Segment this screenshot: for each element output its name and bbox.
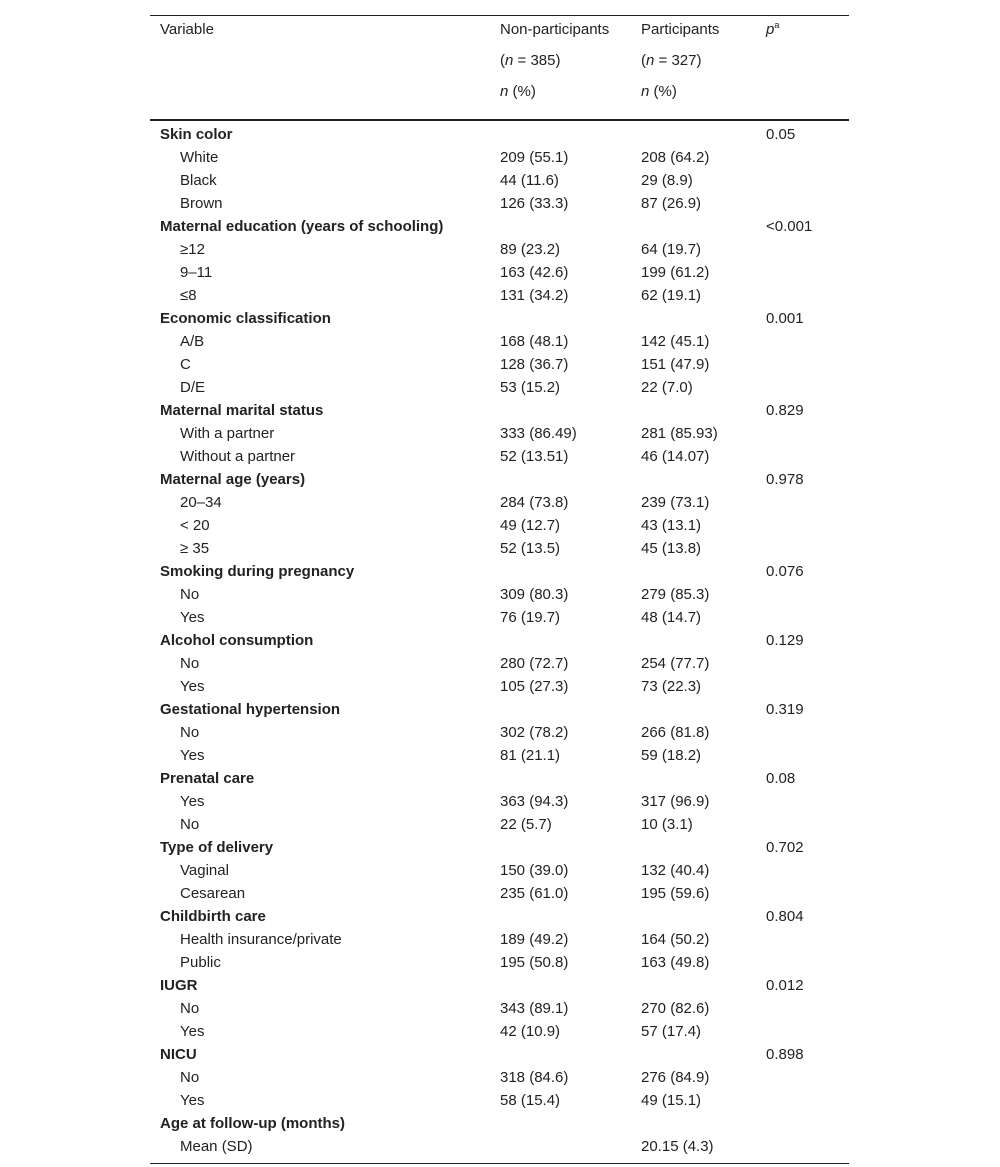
row-label: Type of delivery xyxy=(160,839,274,856)
row-label: Yes xyxy=(180,793,205,810)
row-label: Skin color xyxy=(160,126,233,143)
participants-cell: 20.15 (4.3) xyxy=(641,1138,714,1155)
row-label: Yes xyxy=(180,1092,205,1109)
nonparticipants-cell: 150 (39.0) xyxy=(500,862,569,879)
category-row xyxy=(150,836,849,859)
participants-cell: 281 (85.93) xyxy=(641,425,718,442)
nonparticipants-cell: 163 (42.6) xyxy=(500,264,569,281)
category-row xyxy=(150,123,849,146)
table-row xyxy=(150,744,849,767)
nonparticipants-cell: 89 (23.2) xyxy=(500,241,561,258)
table-row xyxy=(150,1020,849,1043)
p-value-cell: 0.702 xyxy=(766,839,804,856)
category-row xyxy=(150,629,849,652)
participants-cell: 164 (50.2) xyxy=(641,931,710,948)
participants-cell: 266 (81.8) xyxy=(641,724,710,741)
p-value-cell: 0.129 xyxy=(766,632,804,649)
table-row xyxy=(150,882,849,905)
nonparticipants-cell: 126 (33.3) xyxy=(500,195,569,212)
data-table xyxy=(150,15,849,1164)
nonparticipants-cell: 22 (5.7) xyxy=(500,816,552,833)
table-row xyxy=(150,790,849,813)
nonparticipants-cell: 189 (49.2) xyxy=(500,931,569,948)
row-label: Gestational hypertension xyxy=(160,701,341,718)
p-value-cell: 0.898 xyxy=(766,1046,804,1063)
nonparticipants-cell: 44 (11.6) xyxy=(500,172,559,189)
header-participants-n: (n = 327) xyxy=(641,52,702,69)
participants-cell: 239 (73.1) xyxy=(641,494,710,511)
table-row xyxy=(150,422,849,445)
row-label: Maternal age (years) xyxy=(160,471,306,488)
header-participants: Participants xyxy=(641,21,720,38)
row-label: Mean (SD) xyxy=(180,1138,253,1155)
participants-cell: 276 (84.9) xyxy=(641,1069,710,1086)
row-label: No xyxy=(180,724,200,741)
row-label: With a partner xyxy=(180,425,275,442)
header-nonparticipants-unit: n (%) xyxy=(500,83,536,100)
row-label: Smoking during pregnancy xyxy=(160,563,355,580)
row-label: Childbirth care xyxy=(160,908,266,925)
row-label: Yes xyxy=(180,678,205,695)
nonparticipants-cell: 363 (94.3) xyxy=(500,793,569,810)
table-row xyxy=(150,238,849,261)
participants-cell: 151 (47.9) xyxy=(641,356,710,373)
participants-cell: 142 (45.1) xyxy=(641,333,710,350)
row-label: Age at follow-up (months) xyxy=(160,1115,345,1132)
nonparticipants-cell: 235 (61.0) xyxy=(500,885,569,902)
row-label: No xyxy=(180,655,200,672)
table-row xyxy=(150,284,849,307)
table-row xyxy=(150,1066,849,1089)
row-label: Cesarean xyxy=(180,885,246,902)
nonparticipants-cell: 49 (12.7) xyxy=(500,517,561,534)
row-label: Brown xyxy=(180,195,223,212)
table-row xyxy=(150,652,849,675)
row-label: Yes xyxy=(180,609,205,626)
p-value-cell: 0.001 xyxy=(766,310,804,327)
table-row xyxy=(150,675,849,698)
row-label: 20–34 xyxy=(180,494,222,511)
table-row xyxy=(150,997,849,1020)
p-value-cell: 0.08 xyxy=(766,770,796,787)
table-row xyxy=(150,376,849,399)
table-header xyxy=(150,16,849,121)
nonparticipants-cell: 76 (19.7) xyxy=(500,609,561,626)
participants-cell: 59 (18.2) xyxy=(641,747,702,764)
row-label: Yes xyxy=(180,1023,205,1040)
participants-cell: 73 (22.3) xyxy=(641,678,702,695)
category-row xyxy=(150,1043,849,1066)
table-row xyxy=(150,813,849,836)
p-value-cell: 0.804 xyxy=(766,908,804,925)
row-label: A/B xyxy=(180,333,205,350)
category-row xyxy=(150,974,849,997)
table-row xyxy=(150,491,849,514)
row-label: NICU xyxy=(160,1046,197,1063)
participants-cell: 254 (77.7) xyxy=(641,655,710,672)
participants-cell: 279 (85.3) xyxy=(641,586,710,603)
row-label: Black xyxy=(180,172,217,189)
p-value-cell: <0.001 xyxy=(766,218,813,235)
nonparticipants-cell: 280 (72.7) xyxy=(500,655,569,672)
participants-cell: 22 (7.0) xyxy=(641,379,693,396)
nonparticipants-cell: 168 (48.1) xyxy=(500,333,569,350)
participants-cell: 49 (15.1) xyxy=(641,1092,702,1109)
category-row xyxy=(150,1112,849,1135)
nonparticipants-cell: 42 (10.9) xyxy=(500,1023,561,1040)
row-label: Maternal marital status xyxy=(160,402,324,419)
table-row xyxy=(150,330,849,353)
row-label: < 20 xyxy=(180,517,210,534)
table-row xyxy=(150,1089,849,1112)
row-label: D/E xyxy=(180,379,206,396)
category-row xyxy=(150,468,849,491)
participants-cell: 199 (61.2) xyxy=(641,264,710,281)
p-value-cell: 0.319 xyxy=(766,701,804,718)
table-row xyxy=(150,192,849,215)
row-label: Economic classification xyxy=(160,310,331,327)
table-row xyxy=(150,859,849,882)
nonparticipants-cell: 309 (80.3) xyxy=(500,586,569,603)
nonparticipants-cell: 343 (89.1) xyxy=(500,1000,569,1017)
row-label: No xyxy=(180,586,200,603)
row-label: C xyxy=(180,356,191,373)
category-row xyxy=(150,307,849,330)
table-row xyxy=(150,721,849,744)
row-label: No xyxy=(180,1069,200,1086)
row-label: No xyxy=(180,1000,200,1017)
p-value-cell: 0.05 xyxy=(766,126,796,143)
row-label: White xyxy=(180,149,219,166)
category-row xyxy=(150,905,849,928)
row-label: Prenatal care xyxy=(160,770,255,787)
table-row xyxy=(150,951,849,974)
p-value-cell: 0.829 xyxy=(766,402,804,419)
p-value-cell: 0.978 xyxy=(766,471,804,488)
table-row xyxy=(150,353,849,376)
table-row xyxy=(150,537,849,560)
participants-cell: 45 (13.8) xyxy=(641,540,702,557)
nonparticipants-cell: 131 (34.2) xyxy=(500,287,569,304)
category-row xyxy=(150,767,849,790)
row-label: ≥12 xyxy=(180,241,205,258)
header-variable: Variable xyxy=(160,21,214,38)
category-row xyxy=(150,215,849,238)
header-p-value: $p^a$ xyxy=(766,20,780,38)
p-value-cell: 0.076 xyxy=(766,563,804,580)
nonparticipants-cell: 302 (78.2) xyxy=(500,724,569,741)
table-row xyxy=(150,928,849,951)
row-label: Vaginal xyxy=(180,862,229,879)
participants-cell: 270 (82.6) xyxy=(641,1000,710,1017)
nonparticipants-cell: 53 (15.2) xyxy=(500,379,561,396)
participants-cell: 163 (49.8) xyxy=(641,954,710,971)
table-row xyxy=(150,583,849,606)
table-row xyxy=(150,169,849,192)
nonparticipants-cell: 105 (27.3) xyxy=(500,678,569,695)
participants-cell: 317 (96.9) xyxy=(641,793,710,810)
row-label: Health insurance/private xyxy=(180,931,342,948)
participants-cell: 87 (26.9) xyxy=(641,195,702,212)
nonparticipants-cell: 128 (36.7) xyxy=(500,356,569,373)
table-row xyxy=(150,514,849,537)
row-label: ≥ 35 xyxy=(180,540,210,557)
category-row xyxy=(150,698,849,721)
participants-cell: 10 (3.1) xyxy=(641,816,693,833)
table-row xyxy=(150,146,849,169)
table-row xyxy=(150,606,849,629)
nonparticipants-cell: 52 (13.5) xyxy=(500,540,561,557)
nonparticipants-cell: 209 (55.1) xyxy=(500,149,569,166)
row-label: 9–11 xyxy=(180,264,213,281)
row-label: Yes xyxy=(180,747,205,764)
participants-cell: 62 (19.1) xyxy=(641,287,702,304)
table-row xyxy=(150,445,849,468)
row-label: Alcohol consumption xyxy=(160,632,314,649)
category-row xyxy=(150,560,849,583)
participants-cell: 57 (17.4) xyxy=(641,1023,702,1040)
table-row xyxy=(150,261,849,284)
participants-cell: 195 (59.6) xyxy=(641,885,710,902)
participants-cell: 46 (14.07) xyxy=(641,448,710,465)
header-participants-unit: n (%) xyxy=(641,83,677,100)
participants-cell: 208 (64.2) xyxy=(641,149,710,166)
row-label: IUGR xyxy=(160,977,198,994)
nonparticipants-cell: 284 (73.8) xyxy=(500,494,569,511)
table-row xyxy=(150,1135,849,1158)
participants-cell: 29 (8.9) xyxy=(641,172,693,189)
participants-cell: 132 (40.4) xyxy=(641,862,710,879)
row-label: Without a partner xyxy=(180,448,296,465)
nonparticipants-cell: 333 (86.49) xyxy=(500,425,577,442)
row-label: ≤8 xyxy=(180,287,197,304)
nonparticipants-cell: 58 (15.4) xyxy=(500,1092,561,1109)
nonparticipants-cell: 318 (84.6) xyxy=(500,1069,569,1086)
nonparticipants-cell: 195 (50.8) xyxy=(500,954,569,971)
category-row xyxy=(150,399,849,422)
row-label: Maternal education (years of schooling) xyxy=(160,218,444,235)
header-nonparticipants-n: (n = 385) xyxy=(500,52,561,69)
row-label: Public xyxy=(180,954,221,971)
participants-cell: 64 (19.7) xyxy=(641,241,702,258)
participants-cell: 48 (14.7) xyxy=(641,609,702,626)
participants-cell: 43 (13.1) xyxy=(641,517,702,534)
header-nonparticipants: Non-participants xyxy=(500,21,610,38)
table-body xyxy=(150,121,849,1163)
row-label: No xyxy=(180,816,200,833)
p-value-cell: 0.012 xyxy=(766,977,804,994)
nonparticipants-cell: 81 (21.1) xyxy=(500,747,561,764)
nonparticipants-cell: 52 (13.51) xyxy=(500,448,569,465)
